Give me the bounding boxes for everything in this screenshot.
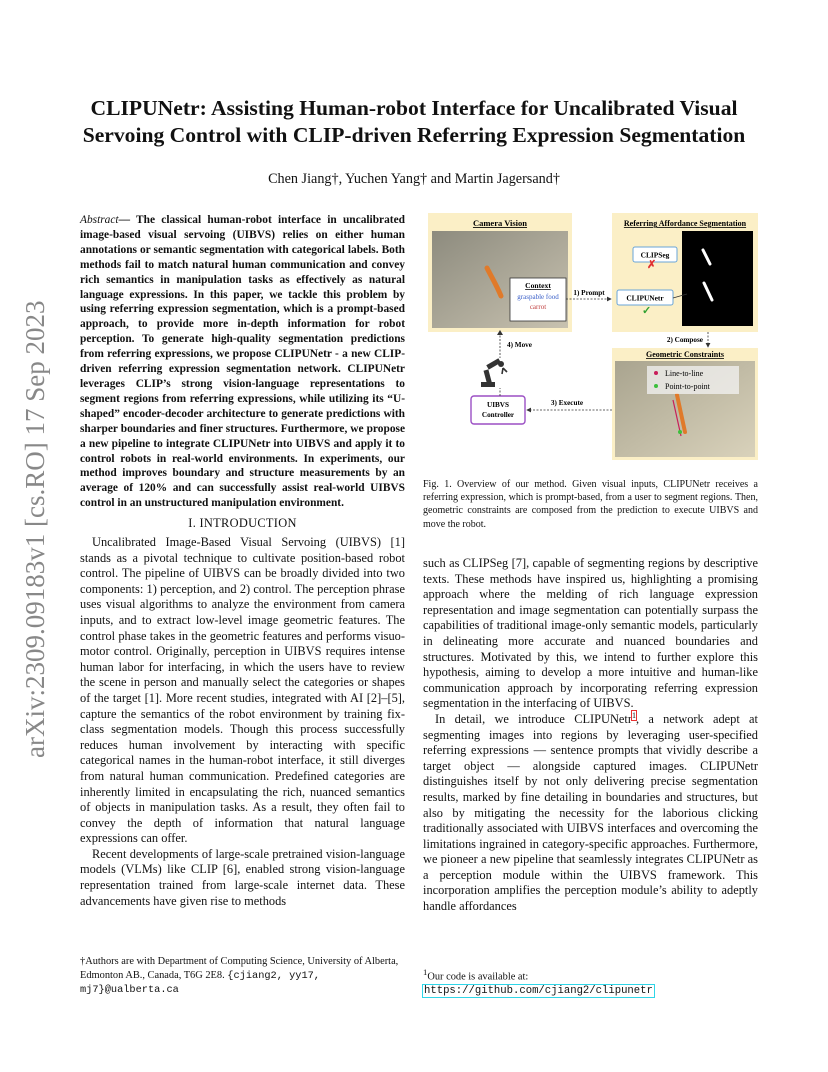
paragraph: such as CLIPSeg [7], capable of segmenting regions by descriptive texts. These methods have inspired us, highlighting a promising approach where the melding of rich language expression representation and image segmentation can potentially surpass the capabilities of traditional image-only semantic models, particularly in delineating more accurate and nuanced boundaries and structures. Motivated by this, we intend to further explore this hypothesis, aiming to develop a more intuitive and human-like communication approach by incorporating referring expression segmentation in the interfacing of UIBVS.	[423, 556, 758, 711]
step-execute-label: 3) Execute	[550, 399, 584, 407]
check-icon: ✓	[642, 305, 652, 317]
controller-label-line: Controller	[481, 411, 515, 419]
paper-title: CLIPUNetr: Assisting Human-robot Interface for Uncalibrated Visual Servoing Control with CLIP-driven Referring Expression Segmentation	[82, 96, 746, 147]
paragraph-text: , a network adept at segmenting images into regions by leveraging user-specified referring expressions — sentence prompts that vividly describe a target object — alongside captured images. CLIPUNetr distinguishes itself by not only delivering precise segmentation results, marked by fine detailing in boundaries and structures, but also by mitigating the necessity for the laborious clicking traditionally associated with UIBVS interfaces and overcoming the limitations ingrained in category-specific approaches. Furthermore, we pioneer a new pipeline that seamlessly integrates CLIPUNetr as a perception module within the UIBVS framework. This incorporation amplifies the perception module’s ability to adeptly handle affordances	[423, 711, 758, 914]
intro-left-column	[80, 535, 405, 909]
affiliation-text: †Authors are with Department of Computing Science, University of Alberta, Edmonton AB., Canada, T6G 2E8.	[80, 956, 399, 981]
author-affiliation-footnote	[80, 955, 405, 998]
footnote-marker-link[interactable]: 1	[632, 710, 637, 720]
line-to-line-dot	[654, 371, 658, 375]
arxiv-id: arXiv:2309.09183v1 [cs.RO] 17 Sep 2023	[20, 300, 50, 758]
section-heading: I. INTRODUCTION	[188, 516, 297, 530]
intro-right-column	[423, 556, 758, 915]
abstract-label: Abstract	[80, 214, 119, 226]
paragraph-text: In detail, we introduce CLIPUNetr	[435, 711, 633, 726]
context-label: Context	[525, 281, 551, 290]
paragraph: Recent developments of large-scale pretrained vision-language models (VLMs) like CLIP [6], enabled strong vision-language representation trained from large-scale internet data. These advancements have given rise to methods	[80, 846, 405, 908]
cross-icon: ✗	[647, 259, 657, 271]
robot-arm-icon	[481, 358, 507, 387]
point-to-point-dot	[654, 384, 658, 388]
geometric-constraints-label: Geometric Constraints	[646, 350, 724, 359]
figure-1-overview-diagram	[425, 210, 760, 460]
author-emails: {cjiang2, yy17, mj7}@ualberta.ca	[80, 969, 320, 997]
clipseg-label: CLIPSeg	[640, 250, 670, 260]
legend-line-to-line: Line-to-line	[665, 369, 704, 378]
legend-point-to-point: Point-to-point	[665, 382, 710, 391]
segmentation-mask	[682, 231, 753, 326]
step-move-label: 4) Move	[507, 341, 532, 349]
author-list: Chen Jiang†, Yuchen Yang† and Martin Jagersand†	[268, 171, 560, 187]
paragraph	[423, 712, 758, 915]
abstract-text: — The classical human-robot interface in uncalibrated image-based visual servoing (UIBVS) relies on either human annotations or semantic segmentation with categorical labels. Both methods fail to match natural human communication and convey rich semantics in manipulation tasks as effectively as natural language expressions. In this paper, we tackle this problem by using referring expression segmentation, which is a prompt-based approach, to provide more in-depth information for robot perception. To generate high-quality segmentation predictions from referring expressions, we propose CLIPUNetr - a new CLIP-driven referring expression segmentation network. CLIPUNetr leverages CLIP’s strong vision-language representations to segment regions from referring expressions, while utilizing its “U-shaped” encoder-decoder architecture to generate predictions with sharper boundaries and finer structures. Furthermore, we propose a new pipeline to integrate CLIPUNetr into UIBVS and apply it to control robots in real-world environments. In experiments, our method improves boundary and structure measurements by an average of 120% and can successfully assist real-world UIBVS control in an unstructured manipulation environment.	[80, 214, 405, 510]
arxiv-stamp	[8, 280, 60, 760]
footnote-text: Our code is available at:	[427, 971, 529, 983]
affordance-segmentation-label: Referring Affordance Segmentation	[623, 219, 747, 228]
step-prompt-label: 1) Prompt	[573, 289, 605, 297]
context-text-line: carrot	[529, 303, 547, 311]
point-constraint	[678, 430, 682, 434]
clipunetr-label: CLIPUNetr	[626, 293, 664, 303]
controller-label-line: UIBVS	[487, 401, 509, 409]
camera-vision-label: Camera Vision	[472, 218, 528, 228]
paragraph: Uncalibrated Image-Based Visual Servoing (UIBVS) [1] stands as a pivotal technique to cultivate position-based robot control. The pipeline of UIBVS can be broadly divided into two components: 1) perception, and 2) control. The perception phrase uses visual algorithms to analyze the environment from camera inputs, and to extract low-level image geometric features. The control phase takes in the geometric features and performs visuo-motor control. Originally, perception in UIBVS requires intense human labor for interfacing, in which the users have to review the scene in person and manually select the categories or shapes of the target [1]. More recent studies, integrated with AI [2]–[5], capture the semantics of the robot environment by training fix-class segmentation models. Though this process successfully reduces human involvement by interacting with specific categorical names in the human-robot interface, it still diverges from natural human communication. Predefined categories are inherently limited in encapsulating the rich, nuanced semantics of objects in manipulation tasks. As a result, they often fail to convey the depth of information that natural language expressions can offer.	[80, 535, 405, 846]
abstract	[80, 213, 405, 511]
context-text-line: graspable food	[517, 293, 559, 301]
code-repository-link[interactable]: https://github.com/cjiang2/clipunetr	[424, 985, 653, 998]
code-footnote	[423, 966, 758, 999]
step-compose-label: 2) Compose	[666, 336, 703, 344]
figure-caption: Fig. 1. Overview of our method. Given visual inputs, CLIPUNetr receives a referring expression, which is prompt-based, from a user to segment regions. Then, geometric constraints are composed from the prediction to execute UIBVS and move the robot.	[423, 479, 758, 530]
footnote-number: 1	[423, 967, 428, 977]
